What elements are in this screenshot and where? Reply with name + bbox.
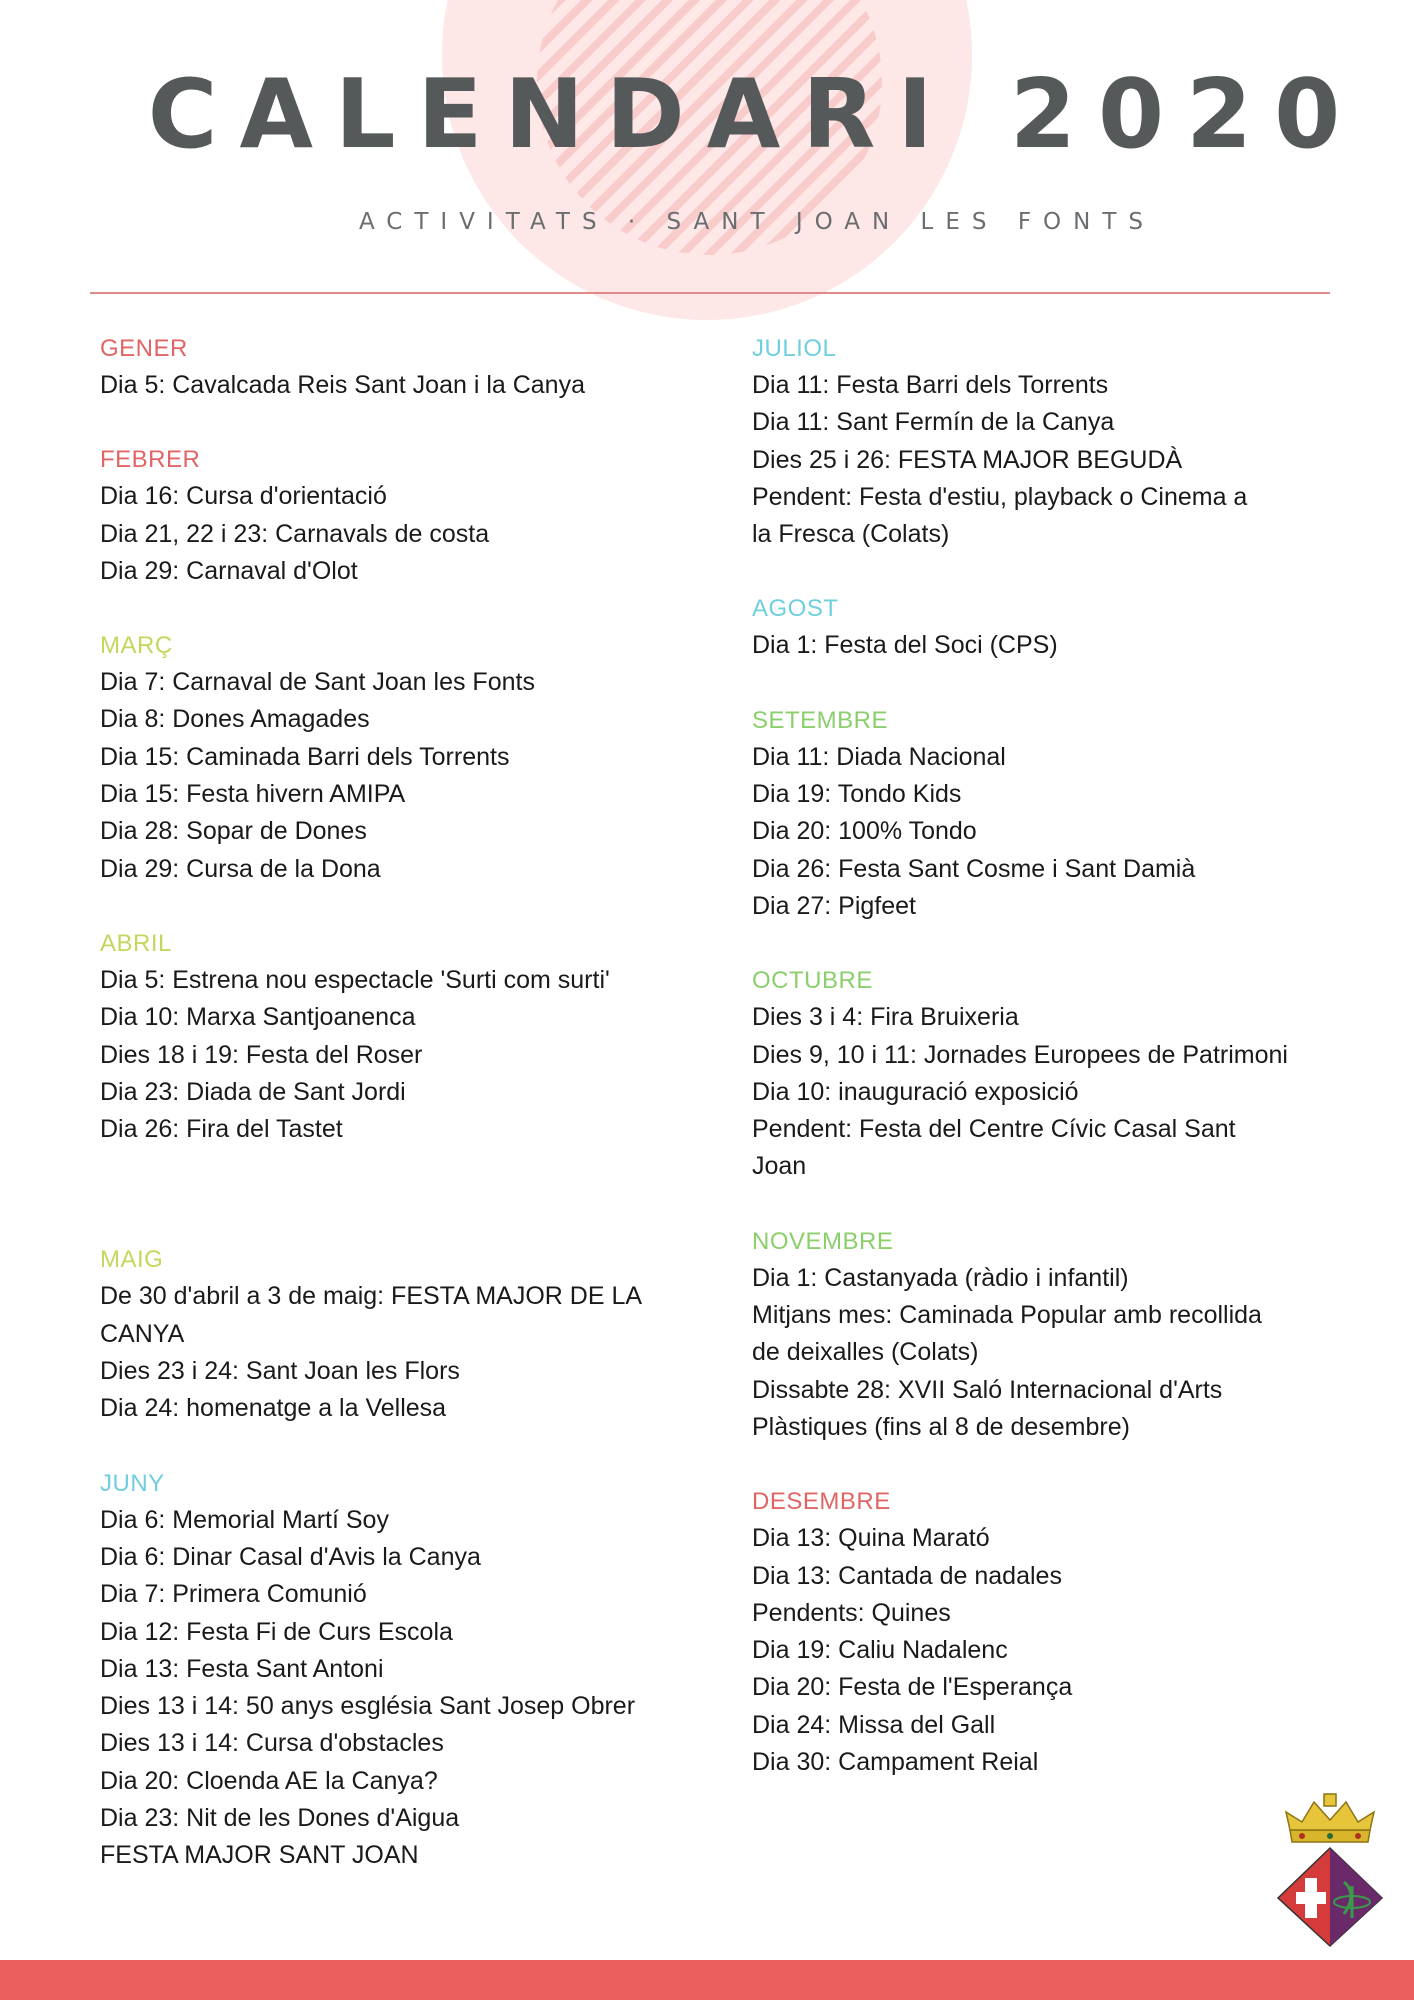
crown-icon [1286, 1794, 1374, 1842]
event-item: Dies 25 i 26: FESTA MAJOR BEGUDÀ [752, 445, 1183, 474]
event-item: FESTA MAJOR SANT JOAN [100, 1841, 419, 1870]
event-item: Pendents: Quines [752, 1598, 951, 1627]
event-item: Dies 13 i 14: Cursa d'obstacles [100, 1729, 444, 1758]
event-item: Dia 24: homenatge a la Vellesa [100, 1394, 447, 1423]
event-item: Dia 7: Primera Comunió [100, 1580, 367, 1609]
month-heading: ABRIL [100, 929, 172, 957]
event-item: Pendent: Festa d'estiu, playback o Cinema a [752, 482, 1248, 511]
month-section-octubre [752, 962, 1332, 1185]
event-item: Dia 19: Tondo Kids [752, 780, 962, 809]
event-item: Dia 26: Festa Sant Cosme i Sant Damià [752, 854, 1196, 883]
event-item: Dia 6: Dinar Casal d'Avis la Canya [100, 1542, 481, 1571]
event-item: Dies 13 i 14: 50 anys església Sant Josep Obrer [100, 1692, 636, 1721]
event-list [100, 664, 700, 888]
left-column [100, 330, 700, 1912]
event-item: Dia 13: Quina Marató [752, 1524, 990, 1553]
event-item: Dia 27: Pigfeet [752, 891, 916, 920]
event-list [752, 999, 1332, 1185]
month-section-agost [752, 590, 1332, 664]
event-item: Dia 29: Cursa de la Dona [100, 854, 381, 883]
event-item: Dia 26: Fira del Tastet [100, 1115, 343, 1144]
month-section-març [100, 627, 700, 888]
event-item: Dia 21, 22 i 23: Carnavals de costa [100, 519, 490, 548]
event-list [752, 1260, 1332, 1446]
event-item: Dia 6: Memorial Martí Soy [100, 1505, 389, 1534]
event-item: de deixalles (Colats) [752, 1338, 979, 1367]
event-item: Dia 5: Estrena nou espectacle 'Surti com surti' [100, 965, 610, 994]
event-item: Dia 19: Caliu Nadalenc [752, 1636, 1008, 1665]
event-item: Dia 20: Festa de l'Esperança [752, 1673, 1073, 1702]
month-heading: FEBRER [100, 446, 201, 474]
month-heading: AGOST [752, 595, 839, 623]
event-item: Dia 23: Nit de les Dones d'Aigua [100, 1804, 460, 1833]
event-item: Dia 7: Carnaval de Sant Joan les Fonts [100, 668, 535, 697]
month-heading: SETEMBRE [752, 706, 889, 734]
coat-of-arms-icon [1272, 1790, 1388, 1948]
month-section-abril [100, 925, 700, 1148]
event-list [752, 739, 1332, 925]
event-item: Pendent: Festa del Centre Cívic Casal Sant [752, 1115, 1236, 1144]
event-item: Dia 8: Dones Amagades [100, 705, 370, 734]
event-item: Dies 9, 10 i 11: Jornades Europees de Patrimoni [752, 1040, 1288, 1069]
header-divider [90, 292, 1330, 294]
event-item: Dia 5: Cavalcada Reis Sant Joan i la Canya [100, 371, 585, 399]
event-item: Dia 28: Sopar de Dones [100, 817, 367, 846]
page-subtitle: ACTIVITATS · SANT JOAN LES FONTS [358, 209, 1156, 235]
month-section-febrer [100, 441, 700, 590]
month-heading: DESEMBRE [752, 1488, 891, 1516]
event-item: Plàstiques (fins al 8 de desembre) [752, 1412, 1130, 1441]
month-heading: OCTUBRE [752, 967, 873, 995]
event-item: Dia 24: Missa del Gall [752, 1710, 996, 1739]
month-section-juliol [752, 330, 1332, 553]
event-list [100, 962, 700, 1148]
event-item: Dia 1: Castanyada (ràdio i infantil) [752, 1263, 1129, 1292]
month-section-maig [100, 1241, 700, 1427]
event-item: Dia 29: Carnaval d'Olot [100, 556, 358, 585]
month-heading: MAIG [100, 1246, 164, 1274]
month-heading: NOVEMBRE [752, 1227, 894, 1255]
event-item: Dissabte 28: XVII Saló Internacional d'Arts [752, 1375, 1223, 1404]
right-column [752, 330, 1332, 1818]
event-item: la Fresca (Colats) [752, 520, 950, 549]
month-section-setembre [752, 702, 1332, 925]
event-item: Dia 20: 100% Tondo [752, 817, 977, 846]
event-item: Dia 23: Diada de Sant Jordi [100, 1077, 406, 1106]
event-list [100, 367, 700, 404]
event-list [752, 367, 1332, 553]
event-item: Dia 10: Marxa Santjoanenca [100, 1003, 416, 1032]
event-list [752, 1520, 1332, 1781]
event-item: Dia 20: Cloenda AE la Canya? [100, 1766, 438, 1795]
month-section-gener [100, 330, 700, 404]
event-item: Dia 12: Festa Fi de Curs Escola [100, 1617, 453, 1646]
event-item: Dia 15: Caminada Barri dels Torrents [100, 742, 510, 771]
event-item: Dia 13: Festa Sant Antoni [100, 1654, 384, 1683]
page-title: CALENDARI 2020 [147, 60, 1363, 170]
event-item: CANYA [100, 1319, 185, 1348]
month-section-novembre [752, 1223, 1332, 1446]
event-item: Dia 11: Festa Barri dels Torrents [752, 371, 1109, 399]
event-item: Mitjans mes: Caminada Popular amb recollida [752, 1301, 1262, 1330]
event-item: Dia 16: Cursa d'orientació [100, 482, 387, 511]
event-item: De 30 d'abril a 3 de maig: FESTA MAJOR DE LA [100, 1282, 643, 1311]
event-list [100, 478, 700, 590]
event-item: Dia 13: Cantada de nadales [752, 1561, 1062, 1590]
event-item: Dia 30: Campament Reial [752, 1748, 1039, 1777]
month-heading: JULIOL [752, 335, 837, 362]
event-item: Dia 10: inauguració exposició [752, 1077, 1079, 1106]
event-list [752, 627, 1332, 664]
month-section-juny [100, 1465, 700, 1875]
month-heading: JUNY [100, 1469, 165, 1497]
month-section-desembre [752, 1483, 1332, 1781]
month-heading: MARÇ [100, 632, 173, 660]
event-item: Dies 18 i 19: Festa del Roser [100, 1040, 423, 1069]
month-heading: GENER [100, 335, 188, 362]
event-item: Dia 1: Festa del Soci (CPS) [752, 631, 1058, 660]
event-list [100, 1278, 700, 1427]
event-item: Joan [752, 1152, 807, 1181]
event-item: Dia 15: Festa hivern AMIPA [100, 780, 406, 809]
shield-icon [1278, 1848, 1382, 1946]
bottom-accent-bar [0, 1960, 1414, 2000]
event-item: Dia 11: Diada Nacional [752, 742, 1006, 771]
event-item: Dies 23 i 24: Sant Joan les Flors [100, 1357, 460, 1386]
event-item: Dies 3 i 4: Fira Bruixeria [752, 1003, 1019, 1032]
event-list [100, 1502, 700, 1875]
event-item: Dia 11: Sant Fermín de la Canya [752, 408, 1115, 437]
